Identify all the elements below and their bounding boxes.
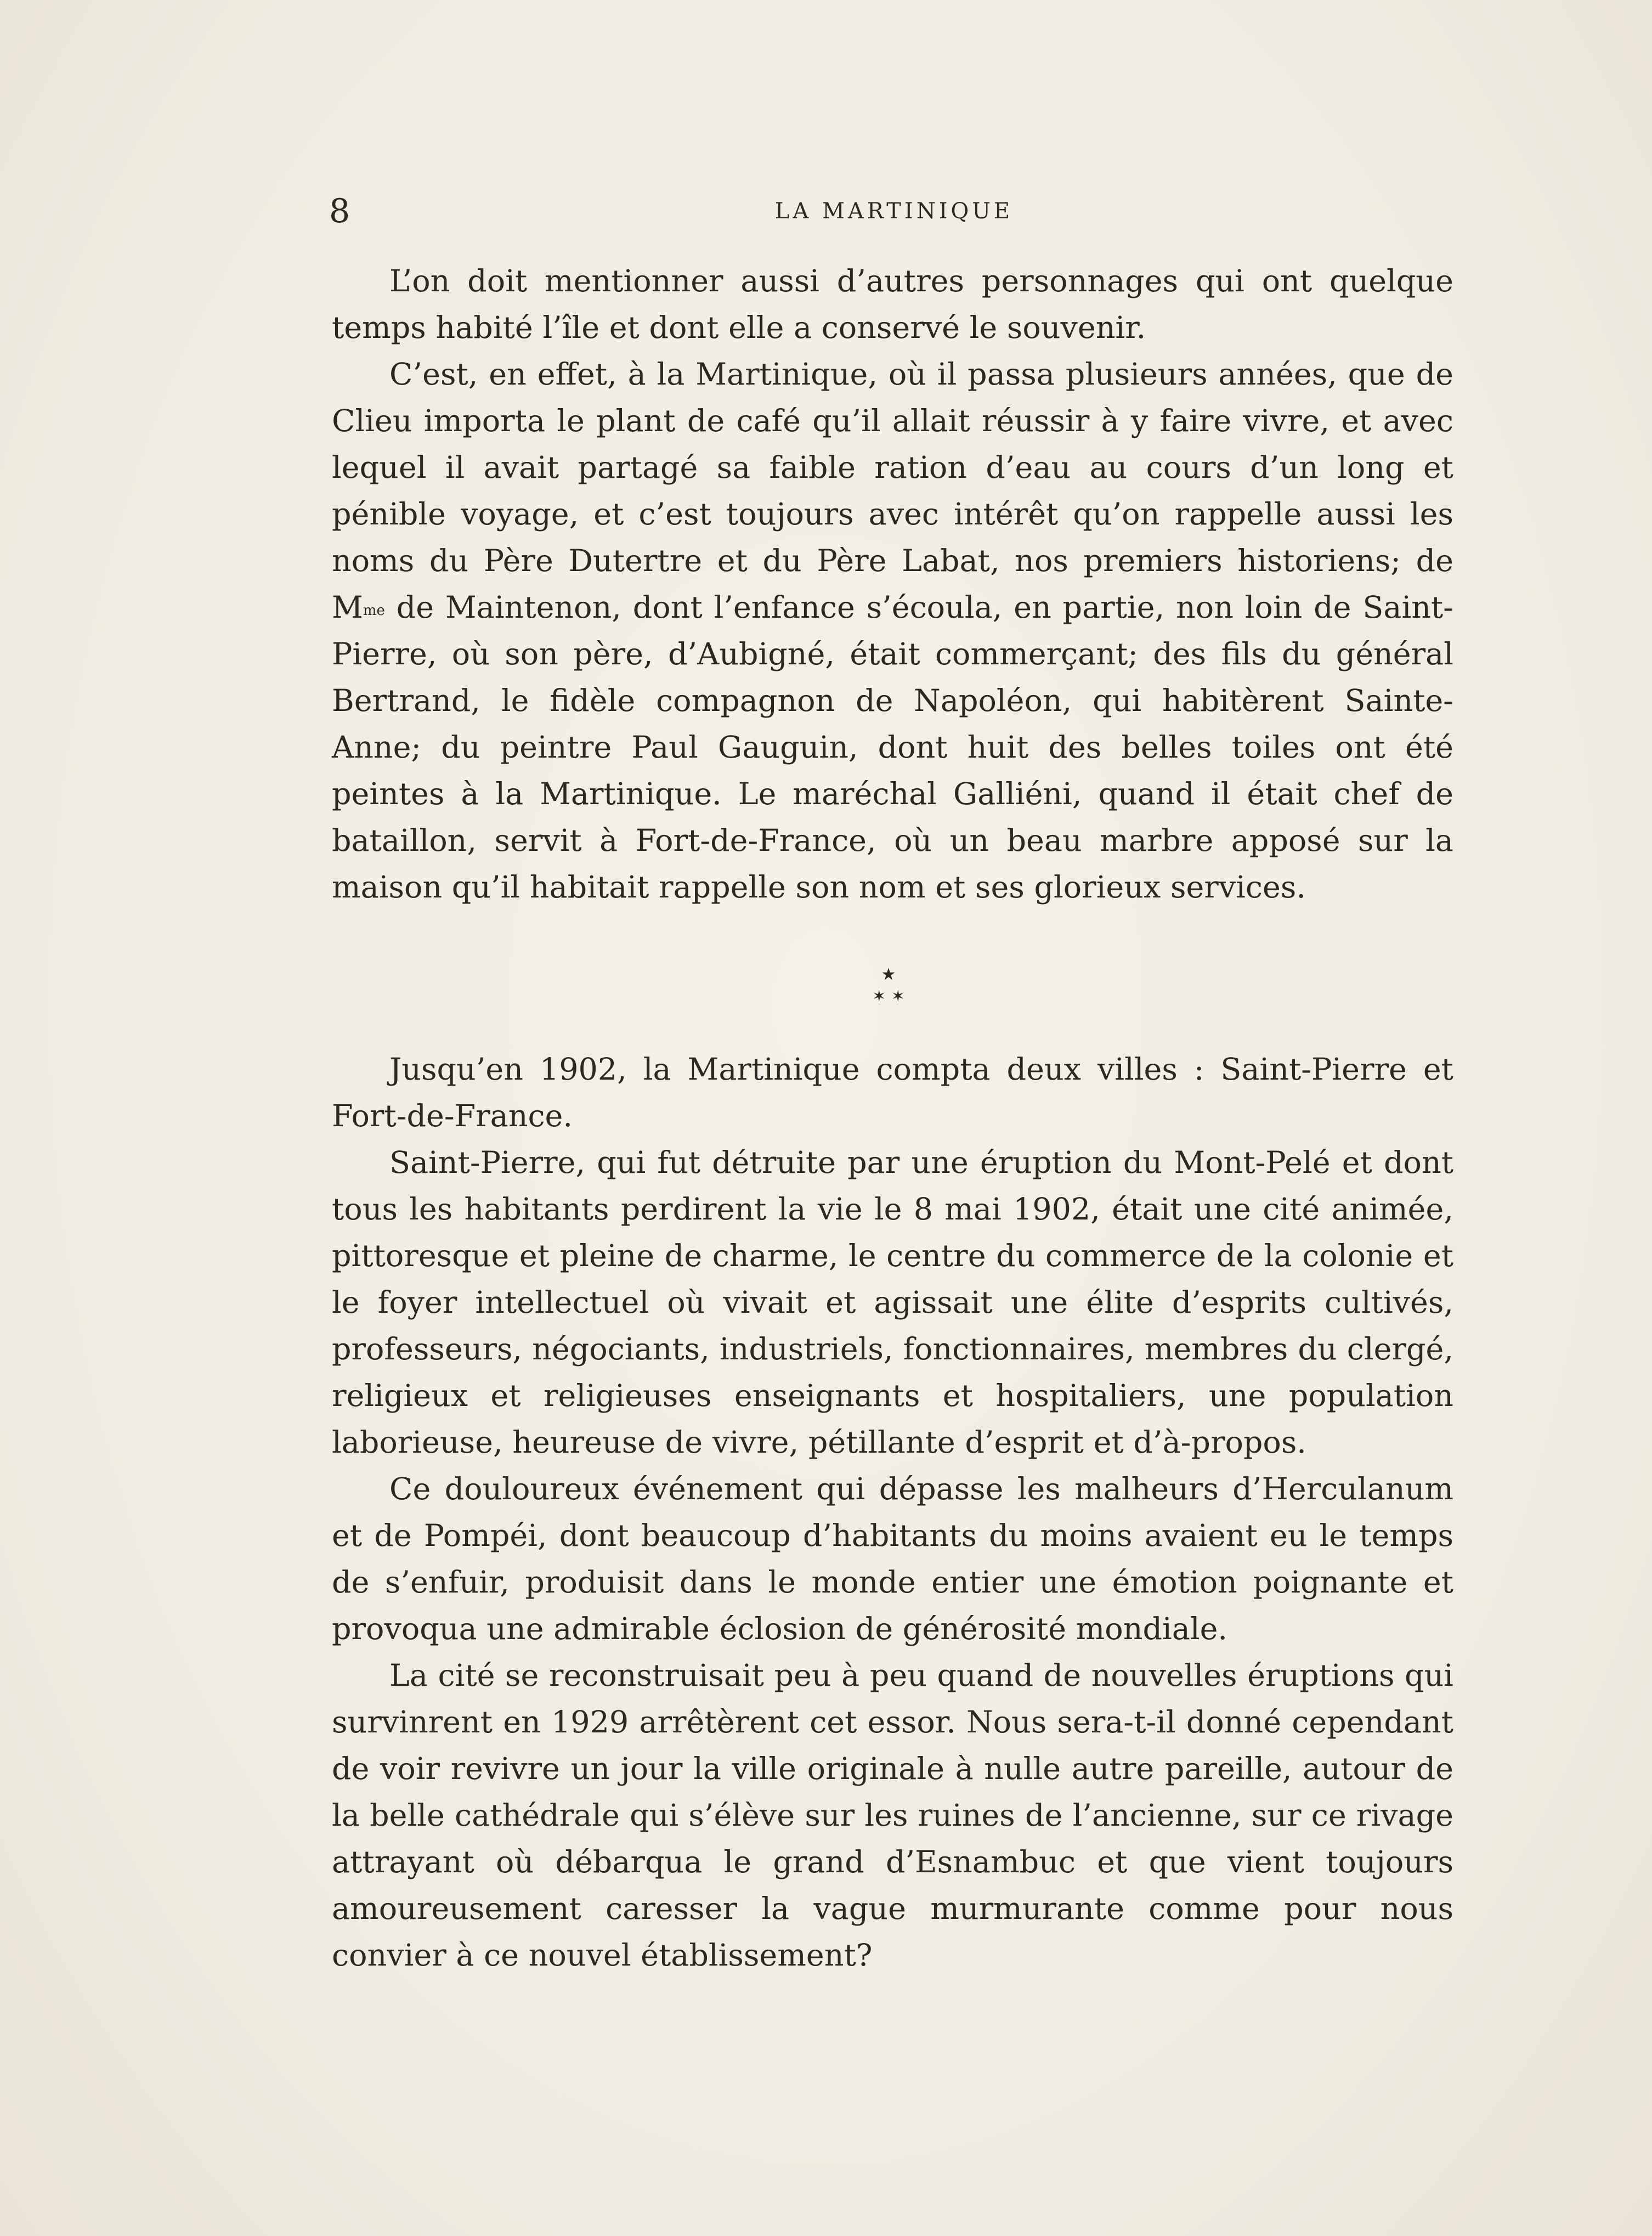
section-saint-pierre: [332, 1046, 1453, 1979]
asterism-separator: [856, 967, 921, 1010]
section-personnages: [332, 258, 1453, 911]
paragraph: L’on doit mentionner aussi d’autres personnages qui ont quelque temps habité l’île et dont elle a conservé le souvenir.: [332, 263, 1453, 346]
paragraph: La cité se reconstruisait peu à peu quand de nouvelles éruptions qui survinrent en 1929 arrêtèrent cet essor. Nous sera-t-il donné cependant de voir revivre un jour la ville originale à nulle autre pareille, autour de la belle cathédrale qui s’élève sur les ruines de l’ancienne, sur ce rivage attrayant où débarqua le grand d’Esnambuc et que vient toujours amoureusement caresser la vague murmurante comme pour nous convier à ce nouvel établissement?: [332, 1658, 1453, 1973]
paragraph: Saint-Pierre, qui fut détruite par une éruption du Mont-Pelé et dont tous les habitants perdirent la vie le 8 mai 1902, était une cité animée, pittoresque et pleine de charme, le centre du commerce de la colonie et le foyer intellectuel où vivait et agissait une élite d’esprits cultivés, professeurs, négociants, industriels, fonctionnaires, membres du clergé, religieux et religieuses enseignants et hospitaliers, une population laborieuse, heureuse de vivre, pétillante d’esprit et d’à-propos.: [332, 1145, 1453, 1460]
paragraph: Ce douloureux événement qui dépasse les malheurs d’Herculanum et de Pompéi, dont beaucoup d’habitants du moins avaient eu le temps de s’enfuir, produisit dans le monde entier une émotion poignante et provoqua une admirable éclosion de générosité mondiale.: [332, 1471, 1453, 1647]
paragraph-text: de Maintenon, dont l’enfance s’écoula, en partie, non loin de Saint-Pierre, où son père, d’Aubigné, était commerçant; des fils du général Bertrand, le fidèle compagnon de Napoléon, qui habitèrent Sainte-Anne; du peintre Paul Gauguin, dont huit des belles toiles ont été peintes à la Martinique. Le maréchal Galliéni, quand il était chef de bataillon, servit à Fort-de-France, où un beau marbre apposé sur la maison qu’il habitait rappelle son nom et ses glorieux services.: [332, 590, 1453, 905]
star-icon: ★: [881, 965, 896, 984]
page-header: [329, 189, 1459, 233]
paragraph: [332, 351, 1453, 911]
running-head: LA MARTINIQUE: [774, 199, 1014, 224]
star-pair-icon: ✶ ✶: [872, 987, 905, 1006]
paragraph: Jusqu’en 1902, la Martinique compta deux villes : Saint-Pierre et Fort-de-France.: [332, 1052, 1453, 1134]
superscript-abbreviation: me: [363, 602, 385, 619]
paragraph-text: C’est, en effet, à la Martinique, où il passa plusieurs années, que de Clieu importa le plant de café qu’il allait réussir à y faire vivre, et avec lequel il avait partagé sa faible ration d’eau au cours d’un long et pénible voyage, et c’est toujours avec intérêt qu’on rappelle aussi les noms du Père Dutertre et du Père Labat, nos premiers historiens; de M: [332, 357, 1453, 625]
page-number: 8: [329, 192, 350, 230]
